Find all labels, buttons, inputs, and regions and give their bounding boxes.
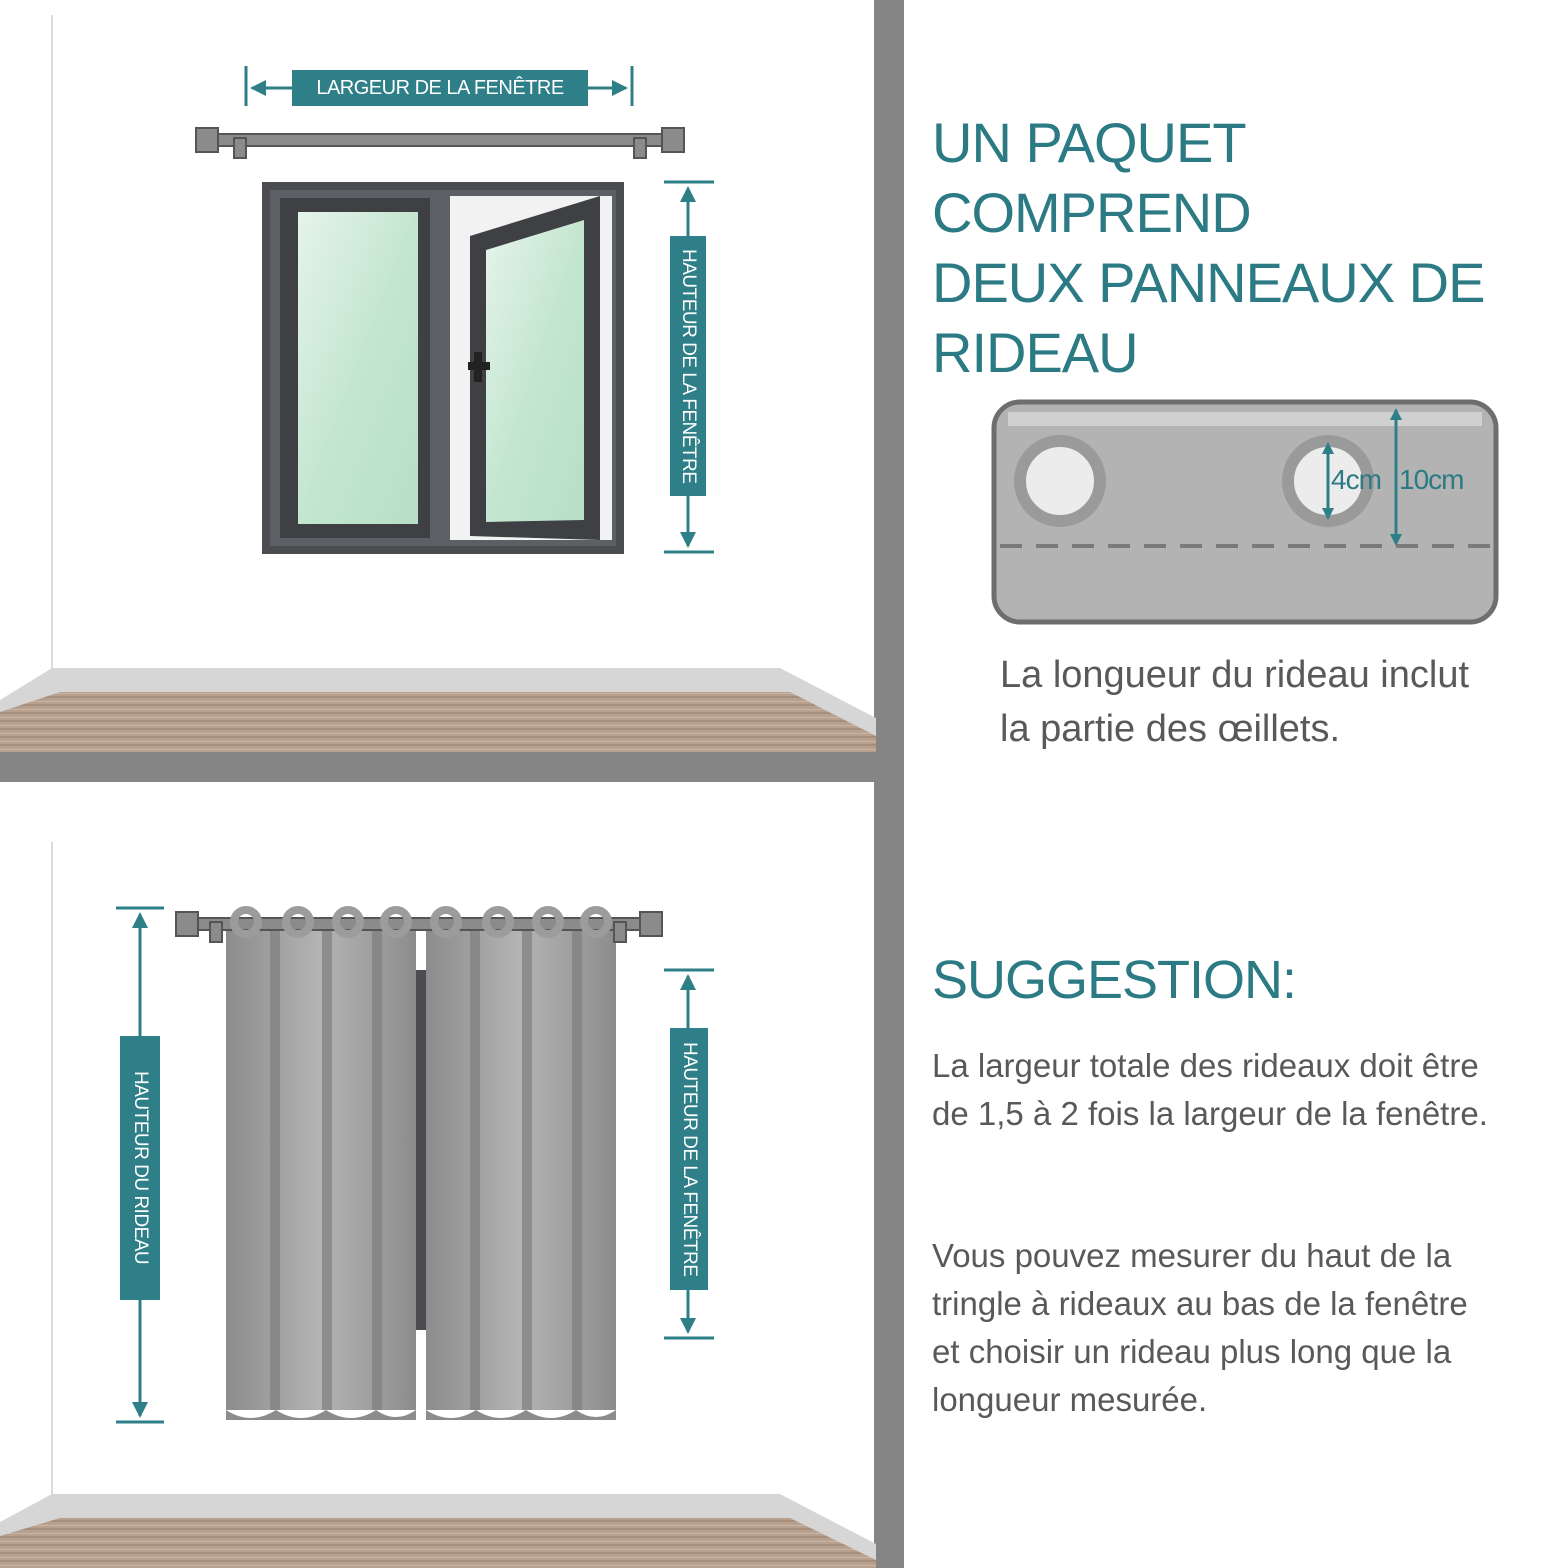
suggestion-tip-1-line-1: La largeur totale des rideaux doit être: [932, 1047, 1479, 1084]
suggestion-tip-2-line-4: longueur mesurée.: [932, 1381, 1208, 1418]
package-heading-line-1: UN PAQUET COMPREND: [932, 111, 1251, 244]
suggestion-tip-2-line-1: Vous pouvez mesurer du haut de la: [932, 1237, 1452, 1274]
bottom-window-height-label: HAUTEUR DE LA FENÊTRE: [670, 1028, 708, 1290]
header-height: 10cm: [1399, 464, 1464, 495]
grommet-diameter: 4cm: [1331, 464, 1381, 495]
suggestion-tip-2-line-3: et choisir un rideau plus long que la: [932, 1333, 1452, 1370]
window-height-label: HAUTEUR DE LA FENÊTRE: [670, 236, 706, 496]
suggestion-tip-2-line-2: tringle à rideaux au bas de la fenêtre: [932, 1285, 1468, 1322]
curtain-height-label: HAUTEUR DU RIDEAU: [120, 1036, 160, 1300]
window-width-label: LARGEUR DE LA FENÊTRE: [292, 70, 588, 106]
package-heading-line-2: DEUX PANNEAUX DE: [932, 251, 1485, 314]
suggestion-tip-1-line-2: de 1,5 à 2 fois la largeur de la fenêtre.: [932, 1095, 1488, 1132]
package-note-line-2: la partie des œillets.: [1000, 708, 1341, 750]
package-note-line-1: La longueur du rideau inclut: [1000, 654, 1470, 696]
suggestion-tip-1: [932, 1042, 1552, 1138]
package-note: [1000, 648, 1540, 756]
suggestion-heading: SUGGESTION:: [932, 950, 1297, 1010]
suggestion-tip-2: [932, 1232, 1552, 1424]
package-heading-line-3: RIDEAU: [932, 321, 1138, 384]
